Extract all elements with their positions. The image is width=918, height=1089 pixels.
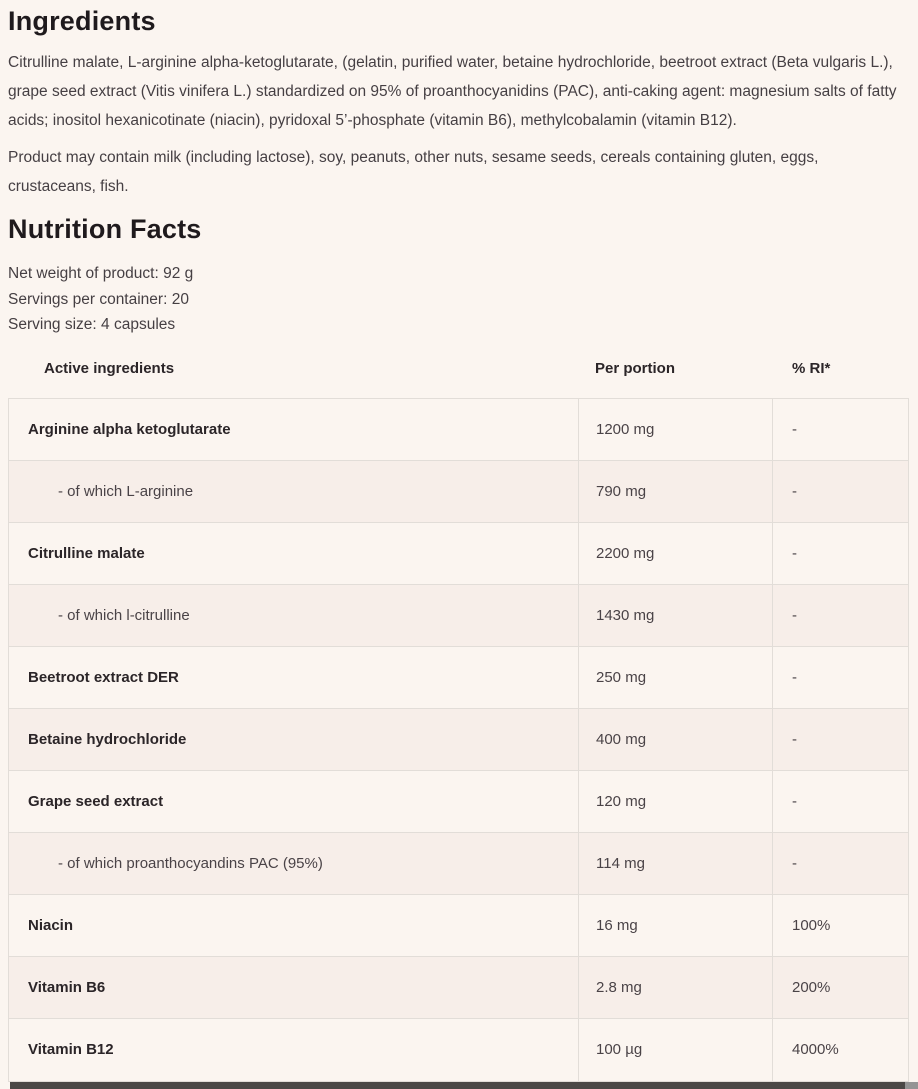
- per-portion-cell: 2200 mg: [579, 523, 773, 584]
- ingredient-name-cell: - of which proanthocyandins PAC (95%): [9, 833, 579, 894]
- per-portion-cell: 400 mg: [579, 709, 773, 770]
- per-portion-cell: 2.8 mg: [579, 957, 773, 1018]
- per-portion-cell: 1430 mg: [579, 585, 773, 646]
- net-weight-line: Net weight of product: 92 g: [8, 265, 194, 282]
- ingredient-name-cell: Citrulline malate: [9, 523, 579, 584]
- ri-percent-cell: -: [792, 668, 797, 686]
- nutrition-table-body: [8, 398, 909, 1082]
- ingredient-name-cell: Arginine alpha ketoglutarate: [9, 399, 579, 460]
- table-row: [9, 833, 908, 895]
- ingredient-name-cell: Beetroot extract DER: [9, 647, 579, 708]
- servings-per-container-line: Servings per container: 20: [8, 290, 189, 308]
- table-row: [9, 771, 908, 833]
- ri-percent-cell: -: [792, 606, 797, 624]
- column-header-per-portion: Per portion: [595, 360, 676, 377]
- ingredient-name-cell: - of which l-citrulline: [9, 585, 579, 646]
- per-portion-cell: 1200 mg: [579, 399, 773, 460]
- ri-percent-cell: -: [792, 730, 797, 748]
- ri-percent-cell: -: [792, 420, 797, 438]
- table-row: [9, 461, 908, 523]
- table-row: [9, 399, 908, 461]
- footer-divider-cap: [905, 1082, 918, 1089]
- serving-size-line: Serving size: 4 capsules: [8, 316, 176, 333]
- ri-percent-cell: 200%: [792, 978, 831, 996]
- ingredient-name-cell: Grape seed extract: [9, 771, 579, 832]
- ingredient-name-cell: Vitamin B6: [9, 957, 579, 1018]
- table-row: [9, 957, 908, 1019]
- column-header-active-ingredients: Active ingredients: [44, 360, 175, 377]
- ri-percent-cell: -: [792, 482, 797, 500]
- ingredient-name-cell: Vitamin B12: [9, 1019, 579, 1081]
- per-portion-cell: 120 mg: [579, 771, 773, 832]
- per-portion-cell: 100 µg: [579, 1019, 773, 1081]
- table-row: [9, 523, 908, 585]
- table-row: [9, 647, 908, 709]
- allergen-paragraph: Product may contain milk (including lactose), soy, peanuts, other nuts, sesame seeds, cereals containing gluten, eggs, crustaceans, fish.: [8, 149, 819, 195]
- per-portion-cell: 114 mg: [579, 833, 773, 894]
- ri-percent-cell: -: [792, 854, 797, 872]
- ingredient-name-cell: Betaine hydrochloride: [9, 709, 579, 770]
- column-header-ri: % RI*: [792, 360, 831, 377]
- ingredients-heading: Ingredients: [8, 6, 156, 36]
- nutrition-facts-heading: Nutrition Facts: [8, 214, 202, 244]
- footer-divider-bar: [10, 1082, 918, 1089]
- ingredient-name-cell: - of which L-arginine: [9, 461, 579, 522]
- ingredients-paragraph: Citrulline malate, L-arginine alpha-ketoglutarate, (gelatin, purified water, betaine hydrochloride, beetroot extract (Beta vulgaris L.), grape seed extract (Vitis vinifera L.) standardized on 95% of proanthocyanidins (PAC), anti-caking agent: magnesium salts of fatty acids; inositol hexanicotinate (niacin), pyridoxal 5’-phosphate (vitamin B6), methylcobalamin (vitamin B12).: [8, 54, 897, 129]
- table-row: [9, 709, 908, 771]
- product-info-section: [0, 4, 918, 1082]
- nutrition-table-header: [8, 358, 907, 380]
- ri-percent-cell: 100%: [792, 916, 831, 934]
- ri-percent-cell: -: [792, 544, 797, 562]
- ri-percent-cell: 4000%: [792, 1041, 839, 1058]
- serving-info-block: [8, 261, 910, 338]
- per-portion-cell: 250 mg: [579, 647, 773, 708]
- ri-percent-cell: -: [792, 792, 797, 810]
- per-portion-cell: 790 mg: [579, 461, 773, 522]
- per-portion-cell: 16 mg: [579, 895, 773, 956]
- table-row: [9, 1019, 908, 1081]
- table-row: [9, 585, 908, 647]
- table-row: [9, 895, 908, 957]
- ingredient-name-cell: Niacin: [9, 895, 579, 956]
